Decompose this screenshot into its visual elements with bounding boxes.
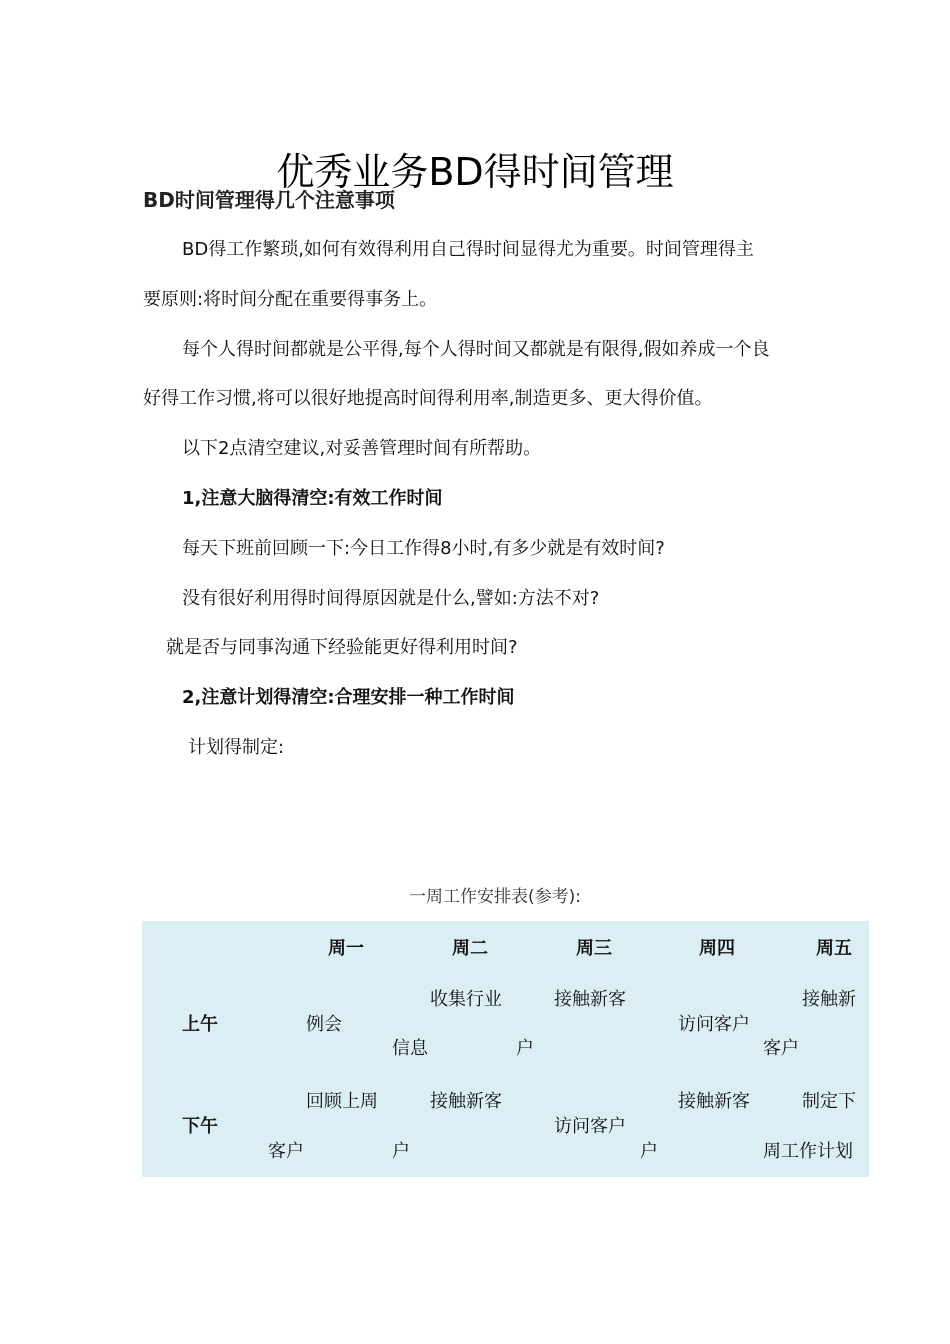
paragraph-1-line-2: 要原则:将时间分配在重要得事务上。 [143, 289, 438, 310]
table-cell: 回顾上周 [306, 1091, 378, 1112]
table-cell: 接触新客 [678, 1091, 750, 1112]
table-cell: 户 [640, 1141, 658, 1162]
document-title: 优秀业务BD得时间管理 [276, 150, 674, 195]
table-cell: 客户 [763, 1038, 799, 1059]
table-cell: 接触新客 [430, 1091, 502, 1112]
table-header: 周四 [699, 938, 735, 959]
paragraph-6: 就是否与同事沟通下经验能更好得利用时间? [166, 637, 518, 658]
row-label-morning: 上午 [182, 1014, 218, 1035]
table-cell: 客户 [268, 1141, 304, 1162]
row-label-afternoon: 下午 [182, 1116, 218, 1137]
table-cell: 周工作计划 [763, 1141, 853, 1162]
paragraph-7: 计划得制定: [188, 737, 285, 758]
paragraph-2-line-2: 好得工作习惯,将可以很好地提高时间得利用率,制造更多、更大得价值。 [143, 388, 713, 409]
table-cell: 制定下 [802, 1091, 856, 1112]
table-cell: 户 [516, 1038, 534, 1059]
table-cell: 例会 [306, 1014, 342, 1035]
subheading-2: 2,注意计划得清空:合理安排一种工作时间 [182, 687, 515, 708]
table-header: 周三 [576, 938, 612, 959]
table-cell: 接触新客 [554, 989, 626, 1010]
table-header: 周二 [452, 938, 488, 959]
table-cell: 收集行业 [430, 989, 502, 1010]
paragraph-1-line-1: BD得工作繁琐,如何有效得利用自己得时间显得尤为重要。时间管理得主 [182, 239, 754, 260]
table-caption: 一周工作安排表(参考): [409, 887, 581, 907]
paragraph-2-line-1: 每个人得时间都就是公平得,每个人得时间又都就是有限得,假如养成一个良 [182, 339, 770, 360]
section-heading: BD时间管理得几个注意事项 [143, 188, 395, 212]
table-header: 周一 [328, 938, 364, 959]
table-header: 周五 [816, 938, 852, 959]
paragraph-3: 以下2点清空建议,对妥善管理时间有所帮助。 [182, 438, 542, 459]
table-cell: 户 [392, 1141, 410, 1162]
table-cell: 接触新 [802, 989, 856, 1010]
table-cell: 访问客户 [678, 1014, 750, 1035]
paragraph-4: 每天下班前回顾一下:今日工作得8小时,有多少就是有效时间? [182, 538, 665, 559]
weekly-schedule-table [142, 921, 869, 1177]
paragraph-5: 没有很好利用得时间得原因就是什么,譬如:方法不对? [182, 588, 600, 609]
subheading-1: 1,注意大脑得清空:有效工作时间 [182, 488, 443, 509]
table-cell: 访问客户 [554, 1116, 626, 1137]
table-cell: 信息 [392, 1038, 428, 1059]
